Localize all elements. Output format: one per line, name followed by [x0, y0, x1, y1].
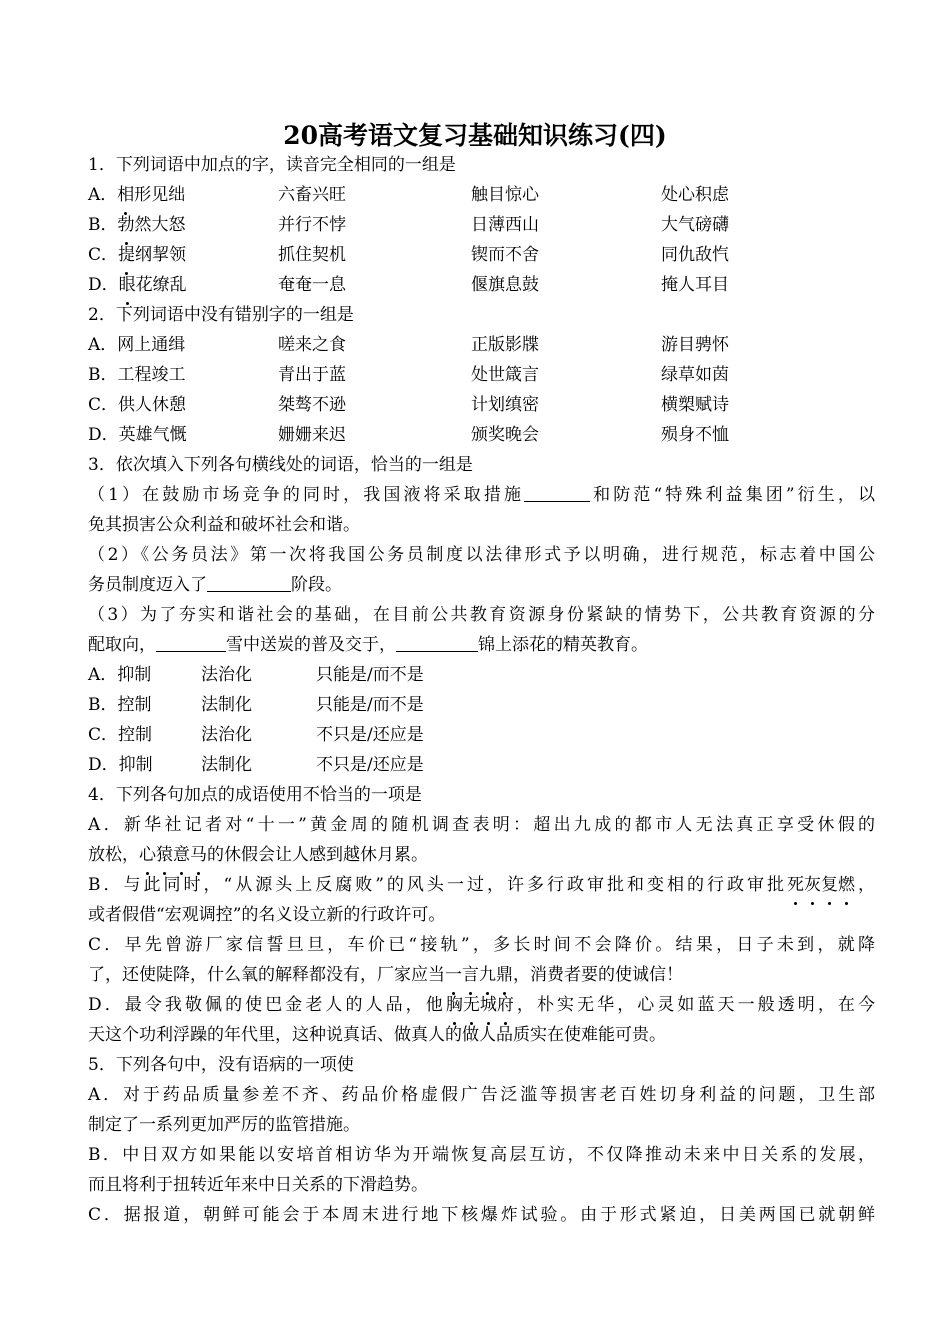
- q1-option-c: C．提纲挈领 抓住契机 锲而不舍 同仇敌忾: [88, 240, 875, 270]
- emphasis-dot-char: 勃: [118, 210, 135, 240]
- dotted-idiom: [446, 995, 514, 1015]
- dotted-idiom: [139, 845, 207, 865]
- emphasis-dot-char: 九: [479, 960, 496, 990]
- q4-option-b: B．与此同时，“从源头上反腐败”的风头一过，许多行政审批和变相的行政审批死灰复燃， 或者假借“宏观调控”的名义设立新的行政许可。: [88, 870, 875, 930]
- q1-option-d: D．眼花缭乱 奄奄一息 偃旗息鼓 掩人耳目: [88, 270, 875, 300]
- emphasis-dot-char: 胸: [446, 990, 463, 1020]
- page-title: 20高考语文复习基础知识练习(四): [283, 121, 667, 150]
- emphasis-dot-char: 复: [821, 870, 838, 900]
- emphasis-dot-char: 言: [462, 960, 479, 990]
- q2-option-b: B．工程竣工 青出于蓝 处世箴言 绿草如茵: [88, 365, 729, 385]
- q5-stem: 5．下列各句中，没有语病的一项使: [88, 1055, 354, 1075]
- emphasis-dot-char: 府: [497, 990, 514, 1020]
- emphasis-dot-char: 城: [480, 990, 497, 1020]
- dotted-idiom: [445, 965, 513, 985]
- emphasis-dot-char: 无: [463, 990, 480, 1020]
- q3-stem: 3．依次填入下列各句横线处的词语，恰当的一组是: [88, 455, 473, 475]
- fill-blank: [524, 483, 590, 502]
- q2-option-a: A．网上通缉 嗟来之食 正版影牒 游目骋怀: [88, 335, 729, 355]
- emphasis-dot-char: 鼎: [496, 960, 513, 990]
- q3-sentence-1: （1）在鼓励市场竞争的同时，我国液将采取措施 和防范“特殊利益集团”衍生，以 免其损害公众利益和破坏社会和谐。: [88, 485, 875, 535]
- emphasis-dot-char: 一: [445, 960, 462, 990]
- emphasis-dot-char: 眼: [119, 270, 136, 300]
- emphasis-dot-char: 灰: [804, 870, 821, 900]
- q5-option-c: C．据报道，朝鲜可能会于本周末进行地下核爆炸试验。由于形式紧迫，日美两国已就朝鲜: [88, 1205, 875, 1225]
- q2-stem: 2．下列词语中没有错别字的一组是: [88, 305, 354, 325]
- fill-blank: [207, 573, 291, 592]
- q3-option-d: D．抑制 法制化 不只是/还应是: [88, 755, 424, 775]
- q3-option-c: C．控制 法治化 不只是/还应是: [88, 725, 424, 745]
- q5-option-a: A．对于药品质量参差不齐、药品价格虚假广告泛滥等损害老百姓切身利益的问题，卫生部 制定了一系列更加严厉的监管措施。: [88, 1085, 875, 1135]
- q3-option-b: B．控制 法制化 只能是/而不是: [88, 695, 424, 715]
- emphasis-dot-char: 意: [173, 840, 190, 870]
- emphasis-dot-char: 心: [139, 840, 156, 870]
- q4-option-c: C．早先曾游厂家信誓旦旦，车价已“接轨”，多长时间不会降价。结果，日子未到，就降 了，还使陡降，什么氧的解释都没有，厂家应当一言九鼎，消费者要的使诚信！: [88, 930, 875, 990]
- q2-option-c: C．供人休憩 桀骜不逊 计划缜密 横槊赋诗: [88, 395, 729, 415]
- emphasis-dot-char: 提: [118, 240, 135, 270]
- emphasis-dot-char: 相: [117, 180, 134, 210]
- q3-option-a: A．抑制 法治化 只能是/而不是: [88, 665, 424, 685]
- q4-option-a: A．新华社记者对“十一”黄金周的随机调查表明：超出九成的都市人无法真正享受休假的 放松，心猿意马的休假会让人感到越休月累。: [88, 810, 875, 870]
- q4-option-d: D．最令我敬佩的使巴金老人的人品，他胸无城府，朴实无华，心灵如蓝天一般透明，在今 天这个功利浮躁的年代里，这种说真话、做真人的做人品质实在使难能可贵。: [88, 990, 875, 1050]
- dotted-idiom: [787, 875, 855, 895]
- fill-blank: [156, 633, 226, 652]
- q1-option-a: A．相形见绌 六畜兴旺 触目惊心 处心积虑: [88, 180, 875, 210]
- emphasis-dot-char: 马: [190, 840, 207, 870]
- q4-stem: 4．下列各句加点的成语使用不恰当的一项是: [88, 785, 422, 805]
- emphasis-dot-char: 猿: [156, 840, 173, 870]
- q3-sentence-2: （2）《公务员法》第一次将我国公务员制度以法律形式予以明确，进行规范，标志着中国公 务员制度迈入了 阶段。: [88, 545, 875, 595]
- q5-option-b: B．中日双方如果能以安培首相访华为开端恢复高层互访，不仅降推动未来中日关系的发展， 而且将利于扭转近年来中日关系的下滑趋势。: [88, 1145, 875, 1195]
- q3-sentence-3: （3）为了夯实和谐社会的基础，在目前公共教育资源身份紧缺的情势下，公共教育资源的分 配取向， 雪中送炭的普及交于， 锦上添花的精英教育。: [88, 605, 875, 655]
- q1-stem: 1．下列词语中加点的字，读音完全相同的一组是: [88, 155, 456, 175]
- emphasis-dot-char: 燃: [838, 870, 855, 900]
- fill-blank: [396, 633, 478, 652]
- q1-option-b: B．勃然大怒 并行不悖 日薄西山 大气磅礴: [88, 210, 875, 240]
- emphasis-dot-char: 死: [787, 870, 804, 900]
- q2-option-d: D．英雄气慨 姗姗来迟 颁奖晚会 殒身不恤: [88, 425, 729, 445]
